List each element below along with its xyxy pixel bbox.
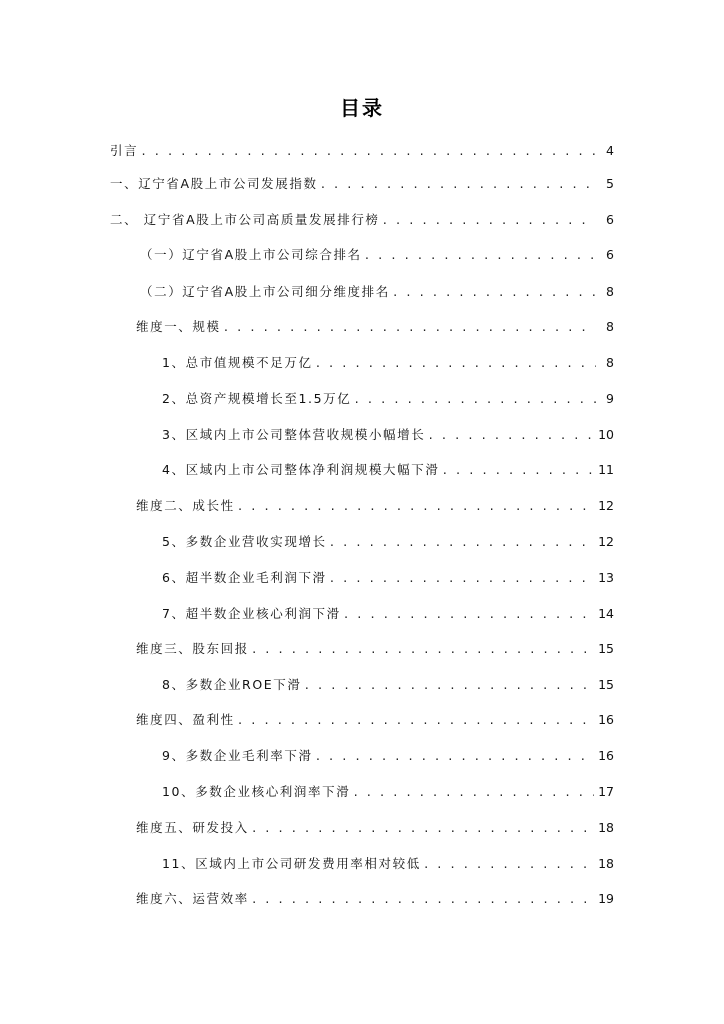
toc-dot-leader (427, 427, 594, 445)
toc-dot-leader (251, 820, 594, 838)
toc-dot-leader (392, 284, 596, 302)
toc-entry[interactable] (162, 783, 614, 801)
toc-entry[interactable] (136, 318, 614, 336)
toc-entry-page: 15 (598, 677, 614, 692)
toc-entry-page: 18 (598, 820, 614, 835)
toc-entry-page: 17 (598, 784, 614, 799)
toc-entry[interactable] (140, 283, 614, 301)
toc-entry-page: 8 (606, 319, 614, 334)
toc-entry-page: 19 (598, 891, 614, 906)
toc-entry[interactable] (136, 711, 614, 729)
toc-entry[interactable] (136, 890, 614, 908)
toc-entry-label: 5、多数企业营收实现增长 (162, 534, 327, 549)
toc-entry-label: 维度四、盈利性 (136, 712, 235, 727)
toc-dot-leader (441, 462, 594, 480)
toc-entry-page: 18 (598, 856, 614, 871)
toc-entry-label: 7、超半数企业核心利润下滑 (162, 606, 341, 621)
toc-dot-leader (251, 891, 594, 909)
toc-entry-page: 14 (598, 606, 614, 621)
toc-entry[interactable] (110, 211, 614, 229)
toc-entry-label: 9、多数企业毛利率下滑 (162, 748, 313, 763)
toc-entry-page: 5 (606, 176, 614, 191)
toc-entry[interactable] (136, 640, 614, 658)
toc-dot-leader (353, 391, 596, 409)
toc-entry-page: 15 (598, 641, 614, 656)
toc-entry[interactable] (162, 426, 614, 444)
toc-dot-leader (320, 176, 596, 194)
toc-entry-page: 16 (598, 748, 614, 763)
toc-entry-label: 维度三、股东回报 (136, 641, 249, 656)
toc-entry[interactable] (162, 855, 614, 873)
toc-dot-leader (315, 355, 596, 373)
toc-entry-page: 12 (598, 498, 614, 513)
toc-title: 目录 (340, 96, 384, 120)
toc-entry[interactable] (162, 676, 614, 694)
toc-dot-leader (352, 784, 594, 802)
toc-entry-page: 8 (606, 355, 614, 370)
toc-entry-label: 维度一、规模 (136, 319, 221, 334)
toc-entry[interactable] (136, 497, 614, 515)
toc-entry[interactable] (162, 390, 614, 408)
toc-dot-leader (315, 748, 595, 766)
toc-dot-leader (237, 712, 594, 730)
toc-dot-leader (343, 606, 594, 624)
toc-entry-label: 1、总市值规模不足万亿 (162, 355, 313, 370)
toc-entry-page: 11 (598, 462, 614, 477)
toc-entry-label: 6、超半数企业毛利润下滑 (162, 570, 327, 585)
toc-entry[interactable] (162, 569, 614, 587)
toc-entry-label: 引言 (110, 143, 139, 158)
toc-entry-label: 10、多数企业核心利润率下滑 (162, 784, 351, 799)
toc-entry-label: 维度二、成长性 (136, 498, 235, 513)
toc-entry[interactable] (162, 461, 614, 479)
toc-dot-leader (140, 143, 596, 161)
toc-dot-leader (223, 319, 596, 337)
toc-dot-leader (329, 534, 594, 552)
toc-dot-leader (382, 212, 596, 230)
toc-entry-page: 13 (598, 570, 614, 585)
toc-entry[interactable] (162, 605, 614, 623)
toc-entry-page: 6 (606, 212, 614, 227)
toc-entry-page: 4 (606, 143, 614, 158)
toc-entry-label: 2、总资产规模增长至1.5万亿 (162, 391, 352, 406)
toc-dot-leader (251, 641, 594, 659)
toc-entry-label: 一、辽宁省A股上市公司发展指数 (110, 176, 318, 191)
toc-entry-label: （二）辽宁省A股上市公司细分维度排名 (140, 284, 390, 299)
toc-entry[interactable] (162, 354, 614, 372)
toc-dot-leader (237, 498, 594, 516)
toc-entry-page: 12 (598, 534, 614, 549)
toc-dot-leader (329, 570, 594, 588)
toc-entry-page: 10 (598, 427, 614, 442)
toc-entry-page: 9 (606, 391, 614, 406)
toc-dot-leader (364, 247, 596, 265)
toc-entry[interactable] (140, 246, 614, 264)
toc-entry[interactable] (162, 747, 614, 765)
toc-entry-page: 16 (598, 712, 614, 727)
toc-dot-leader (303, 677, 594, 695)
toc-entry[interactable] (110, 175, 614, 193)
toc-entry-label: 维度六、运营效率 (136, 891, 249, 906)
toc-entry-label: 3、区域内上市公司整体营收规模小幅增长 (162, 427, 426, 442)
toc-entry[interactable] (136, 819, 614, 837)
toc-entry-label: （一）辽宁省A股上市公司综合排名 (140, 247, 362, 262)
toc-entry-label: 维度五、研发投入 (136, 820, 249, 835)
toc-entry[interactable] (110, 142, 614, 160)
toc-entry-label: 11、区域内上市公司研发费用率相对较低 (162, 856, 421, 871)
toc-entry[interactable] (162, 533, 614, 551)
toc-entry-page: 6 (606, 247, 614, 262)
toc-entry-label: 二、 辽宁省A股上市公司高质量发展排行榜 (110, 212, 380, 227)
toc-entry-page: 8 (606, 284, 614, 299)
toc-entry-label: 8、多数企业ROE下滑 (162, 677, 302, 692)
toc-dot-leader (423, 856, 594, 874)
toc-entry-label: 4、区域内上市公司整体净利润规模大幅下滑 (162, 462, 440, 477)
